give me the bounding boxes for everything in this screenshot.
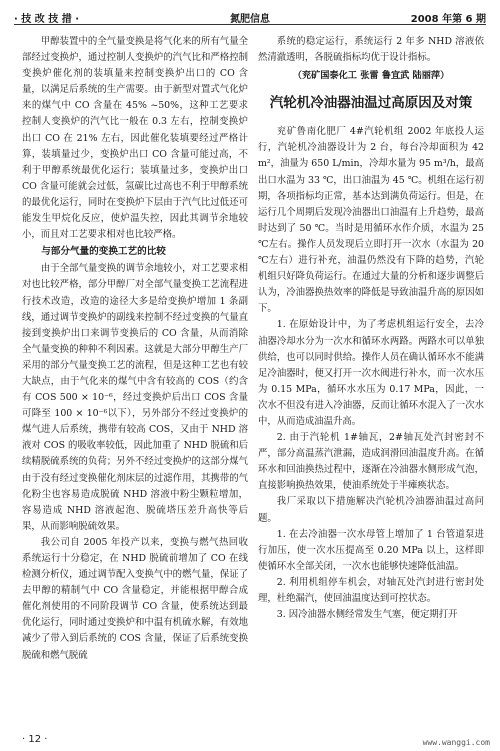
page-number: · 12 · <box>22 734 48 745</box>
journal-name: 氮肥信息 <box>230 14 270 25</box>
header-rule <box>14 24 486 25</box>
paragraph: 兖矿鲁南化肥厂 4#汽轮机组 2002 年底投人运行，汽轮机冷油器设计为 2 台，每台冷却面积为 42 m²，油量为 650 L/min，冷却水量为 95 m³/h，最高出口水温为 33 ℃，出口油温为 45 ℃。机组在运行初期，各项指标均正常，基本达到满负荷运行。但是，在运行几个周期后发现冷油器出口油温有上升趋势，最高时达到了 50 ℃。当时是用循环水作介质，水温为 25 ℃左右。操作人员发现后立即打开一次水（水温为 20 ℃左右）进行补充，油温仍然没有下降的趋势，汽轮机组只好降负荷运行。在通过大量的分析和逐步调整后认为，冷油器换热效率的降低是导致油温升高的原因如下。 <box>258 126 484 315</box>
article-title: 汽轮机冷油器油温过高原因及对策 <box>269 95 473 112</box>
author-line: （兖矿国泰化工 张雷 鲁宜武 陆丽萍） <box>292 70 450 82</box>
section-heading: 与部分气量的变换工艺的比较 <box>41 246 166 258</box>
paragraph: 3. 因冷油器水侧经常发生气塞，便定期打开 <box>276 609 458 621</box>
paragraph: 甲醇装置中的全气量变换是将气化来的所有气量全部经过变换炉，通过控制人变换炉的汽气比和严格控制变换炉催化剂的装填量来控制变换炉出口的 CO 含量，以满足后系统的生产需要。由于新型对置式气化炉来的煤气中 CO 含量在 45% ~50%，这种工艺要求控制人变换炉的汽气比一般在 0.3 左右，控制变换炉出口 CO 在 21% 左右，因此催化装填要经过严格计算，装填量过少，变换炉出口 CO 含量可能过高，不利于甲醇系统最优化运行；装填量过多，变换炉出口 CO 含量可能就会过低，氢碳比过高也不利于甲醇系统的最优化运行，同时在变换炉下层由于汽气比过低还可能发生甲烷化反应，使炉温失控，因此其调节余地较小，而且对工艺要求相对也比较严格。 <box>22 36 248 241</box>
watermark: www.wanggi.com <box>422 738 490 747</box>
paragraph: 我厂采取以下措施解决汽轮机冷油器油温过高问题。 <box>258 496 484 524</box>
paragraph: 2. 利用机组停车机会，对轴瓦处汽封进行密封处理，杜绝漏汽，使回油温度达到可控状态。 <box>258 576 484 604</box>
paragraph: 系统的稳定运行，系统运行 2 年多 NHD 溶液依然清澈透明，各脱硫指标均优于设计指标。 <box>258 36 484 64</box>
issue-label: 2008 年第 6 期 <box>410 14 486 25</box>
paragraph: 我公司自 2005 年投产以来，变换与燃气热回收系统运行十分稳定，在 NHD 脱硫前增加了 CO 在线检测分析仪，通过调节配入变换气中的燃气量，保证了去甲醇的精制气中 CO 含量稳定，并能根据甲醇合成催化剂使用的不同阶段调节 CO 含量，使系统达到最优化运行，同时通过变换炉和中温有机硫水解，有效地减少了带入到后系统的 COS 含量，保证了后系统变换脱硫和燃气脱硫 <box>22 536 248 661</box>
left-column <box>22 34 248 664</box>
paragraph: 由于全部气量变换的调节余地较小，对工艺要求相对也比较严格，部分甲醇厂对全部气量变换工艺流程进行技术改造，改造的途径大多是给变换炉增加 1 条副线，通过调节变换炉的副线来控制不经过变换的气量直接到变换炉出口来调节变换后的 CO 含量，从而消除全气量变换的种种不利因素。这就是大部分甲醇生产厂采用的部分气量变换工艺的流程，但是这种工艺也有较大缺点，由于气化来的煤气中含有较高的 COS（约含有 COS 500 × 10⁻⁶，经过变换炉后出口 COS 含量可降至 100 × 10⁻⁶以下），另外部分不经过变换炉的煤气进人后系统，携带有较高 COS，又由于 NHD 溶液对 COS 的吸收率较低，因此加重了 NHD 脱硫和后续精脱硫系统的负荷；另外不经过变换炉的这部分煤气由于没有经过变换催化剂床层的过滤作用，其携带的气化粉尘也容易造成脱硫 NHD 溶液中粉尘颗粒增加，容易造成 NHD 溶液起泡、脱硫塔压差升高快等后果，从而影响脱硫效果。 <box>22 263 248 532</box>
right-column <box>258 34 484 623</box>
section-label: · 技 改 技 措 · <box>14 14 80 25</box>
paragraph: 1. 在原始设计中，为了考虑机组运行安全，去冷油器冷却水分为一次水和循环水两路。两路水可以单独供给，也可以同时供给。操作人员在确认循环水不能满足冷油器时，便又打开一次水阀进行补水，而一次水压为 0.15 MPa，循环水水压为 0.17 MPa，因此，一次水不但没有进入冷油器，反而让循环水混入了一次水中，从而造成油温升高。 <box>258 319 484 427</box>
paragraph: 1. 在去冷油器一次水母管上增加了 1 台管道泵进行加压，使一次水压提高至 0.20 MPa 以上，这样即使循环水全部关闭，一次水也能够快速降低油温。 <box>258 528 484 572</box>
paragraph: 2. 由于汽轮机 1#轴瓦，2#轴瓦处汽封密封不严，部分高温蒸汽泄漏，造成润滑回油温度升高。在循环水和回油换热过程中，逐渐在冷油器水侧形成气泡，直接影响换热效果，使油系统处于半瘫痪状态。 <box>258 432 484 492</box>
